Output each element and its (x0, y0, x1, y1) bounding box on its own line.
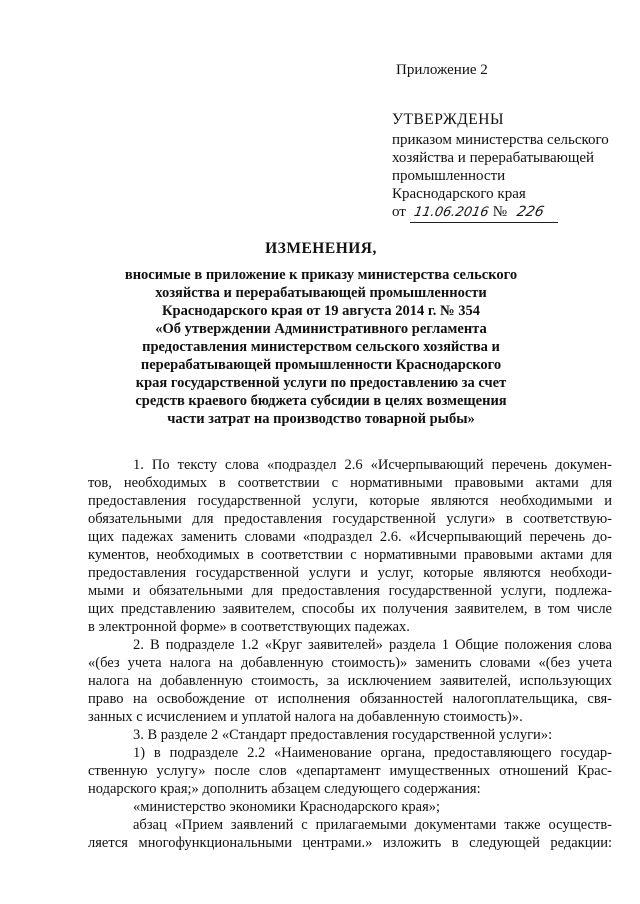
body-line: 3. В разделе 2 «Стандарт предоставления государственной услуги»: (133, 727, 553, 743)
body-line: ляется многофункциональными центрами.» изложить в следующей редакции: (88, 835, 612, 851)
heading-line: «Об утверждении Административного регламента (155, 321, 487, 337)
from-label: от (392, 204, 406, 220)
heading-line: края государственной услуги по предоставлению за счет (135, 375, 507, 391)
document-body (88, 456, 612, 852)
heading-line: вносимые в приложение к приказу министерства сельского (124, 267, 518, 283)
number-label: № (492, 204, 508, 220)
body-line: мыми и обязательными для предоставления государственной услуги, подлежа- (88, 583, 612, 599)
body-line: тов, необходимых в соответствии с нормативными правовыми актами для (88, 475, 612, 491)
appendix-label: Приложение 2 (396, 62, 488, 78)
body-line: «министерство экономики Краснодарского края»; (133, 799, 441, 815)
approval-line: хозяйства и перерабатывающей (392, 150, 595, 166)
approval-block (392, 111, 632, 223)
body-line: в электронной форме» в соответствующих падежах. (88, 619, 410, 635)
body-line: кументов, необходимых в соответствии с нормативными правовыми актами для (88, 547, 612, 563)
approval-line: Краснодарского края (392, 186, 526, 202)
handwritten-date: 11.06.2016 (412, 205, 490, 220)
body-line: занных с исчислением и уплатой налога на добавленную стоимость)». (88, 709, 523, 725)
approval-date-number-row (392, 203, 632, 223)
body-line: 2. В подразделе 1.2 «Круг заявителей» раздела 1 Общие положения слова (133, 637, 612, 653)
body-line: «(без учета налога на добавленную стоимость)» заменить словами «(без учета (88, 655, 612, 671)
signature-underline (410, 222, 558, 223)
body-line: обязательными для предоставления государственной услуги» в соответствую- (88, 511, 612, 527)
handwritten-number: 226 (515, 204, 546, 220)
heading-line: перерабатывающей промышленности Краснодарского (140, 357, 502, 373)
body-line: налога на добавленную стоимость, за исключением заявителей, использующих (88, 673, 612, 689)
body-line: нодарского края;» дополнить абзацем следующего содержания: (88, 781, 481, 797)
heading-line: Краснодарского края от 19 августа 2014 г. № 354 (162, 303, 480, 319)
body-line: предоставления государственной услуги, которые являются необходимыми и (88, 493, 612, 509)
heading-line: средств краевого бюджета субсидии в целях возмещения (135, 393, 507, 409)
body-line: право на освобождение от исполнения обязанностей налогоплательщика, свя- (88, 691, 612, 707)
approval-title: УТВЕРЖДЕНЫ (392, 111, 504, 128)
body-line: 1. По тексту слова «подраздел 2.6 «Исчерпывающий перечень докумен- (133, 457, 612, 473)
body-line: щих падежах заменить словами «подраздел 2.6. «Исчерпывающий перечень до- (88, 529, 612, 545)
body-line: 1) в подразделе 2.2 «Наименование органа, предоставляющего государ- (133, 745, 612, 761)
heading-line: хозяйства и перерабатывающей промышленности (155, 285, 487, 301)
approval-line: приказом министерства сельского (392, 132, 609, 148)
heading-line: предоставления министерством сельского хозяйства и (142, 339, 500, 355)
body-line: щих представлению заявителем, способы их получения заявителем, в том числе (88, 601, 612, 617)
body-line: предоставления государственной услуги и услуг, которые являются необходи- (88, 565, 612, 581)
document-heading (80, 240, 562, 428)
heading-title: ИЗМЕНЕНИЯ, (265, 240, 377, 257)
body-line: ственную услугу» после слов «департамент имущественных отношений Крас- (88, 763, 612, 779)
body-line: абзац «Прием заявлений с прилагаемыми документами также осуществ- (133, 817, 612, 833)
heading-line: части затрат на производство товарной рыбы» (167, 411, 475, 427)
approval-line: промышленности (392, 168, 506, 184)
